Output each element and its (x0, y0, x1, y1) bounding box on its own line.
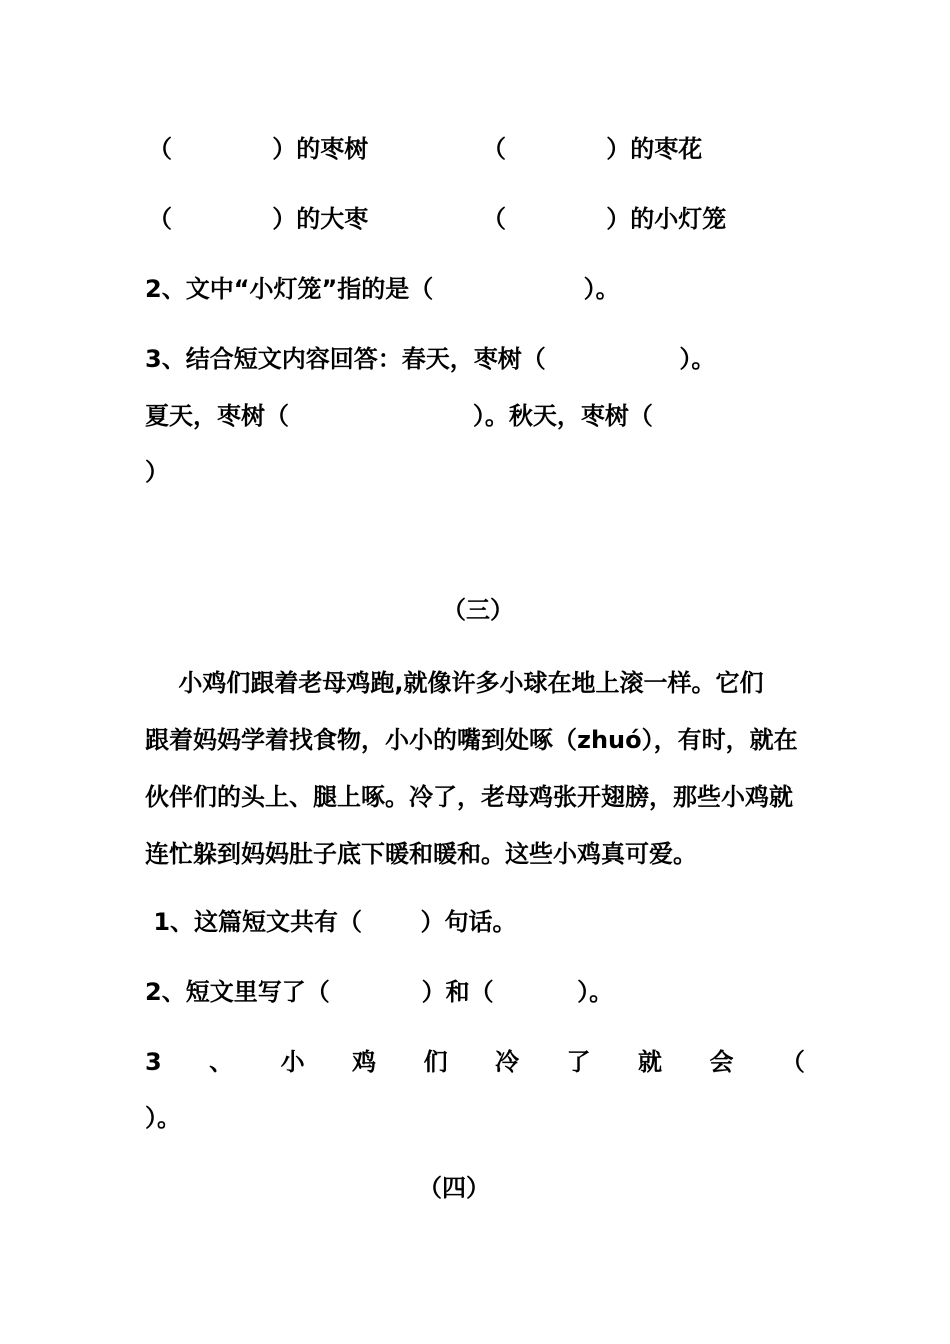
question-3-line-3: ） (145, 458, 169, 486)
blank-big-jujube: （ ）的大枣 (148, 205, 369, 233)
q3-char: 小 (280, 1048, 305, 1076)
question-3-line-1: 3、结合短文内容回答：春天，枣树（ ）。 (145, 345, 716, 373)
passage-line-2: 跟着妈妈学着找食物，小小的嘴到处啄（zhuó），有时，就在 (145, 726, 798, 754)
q3-char: 冷 (495, 1048, 520, 1076)
question-2-wrote-about: 2、短文里写了（ ）和（ ）。 (145, 978, 614, 1006)
q3-char: 了 (566, 1048, 591, 1076)
q3-char: 就 (637, 1048, 662, 1076)
q3-char: （ (780, 1048, 805, 1076)
q3-char: 们 (423, 1048, 448, 1076)
q3-char: 、 (209, 1048, 234, 1076)
passage-line-3: 伙伴们的头上、腿上啄。冷了，老母鸡张开翅膀，那些小鸡就 (145, 783, 793, 811)
question-3-line-2-close: ）。 (145, 1104, 181, 1132)
section-heading-three: （三） (442, 596, 514, 624)
blank-jujube-tree: （ ）的枣树 (148, 135, 369, 163)
section-heading-four: （四） (418, 1174, 490, 1202)
question-1-sentence-count: 1、这篇短文共有（ ）句话。 (145, 908, 517, 936)
q3-char: 3 (145, 1048, 162, 1076)
question-3-chicks-cold (145, 1046, 805, 1078)
q3-char: 鸡 (352, 1048, 377, 1076)
blank-jujube-flower: （ ）的枣花 (482, 135, 703, 163)
question-3-line-2: 夏天，枣树（ ）。秋天，枣树（ (145, 402, 653, 430)
question-2-lantern: 2、文中“小灯笼”指的是（ ）。 (145, 275, 620, 303)
blank-small-lantern: （ ）的小灯笼 (482, 205, 727, 233)
passage-line-1: 小鸡们跟着老母鸡跑,就像许多小球在地上滚一样。它们 (145, 669, 764, 697)
q3-char: 会 (709, 1048, 734, 1076)
passage-line-4: 连忙躲到妈妈肚子底下暖和暖和。这些小鸡真可爱。 (145, 840, 697, 868)
